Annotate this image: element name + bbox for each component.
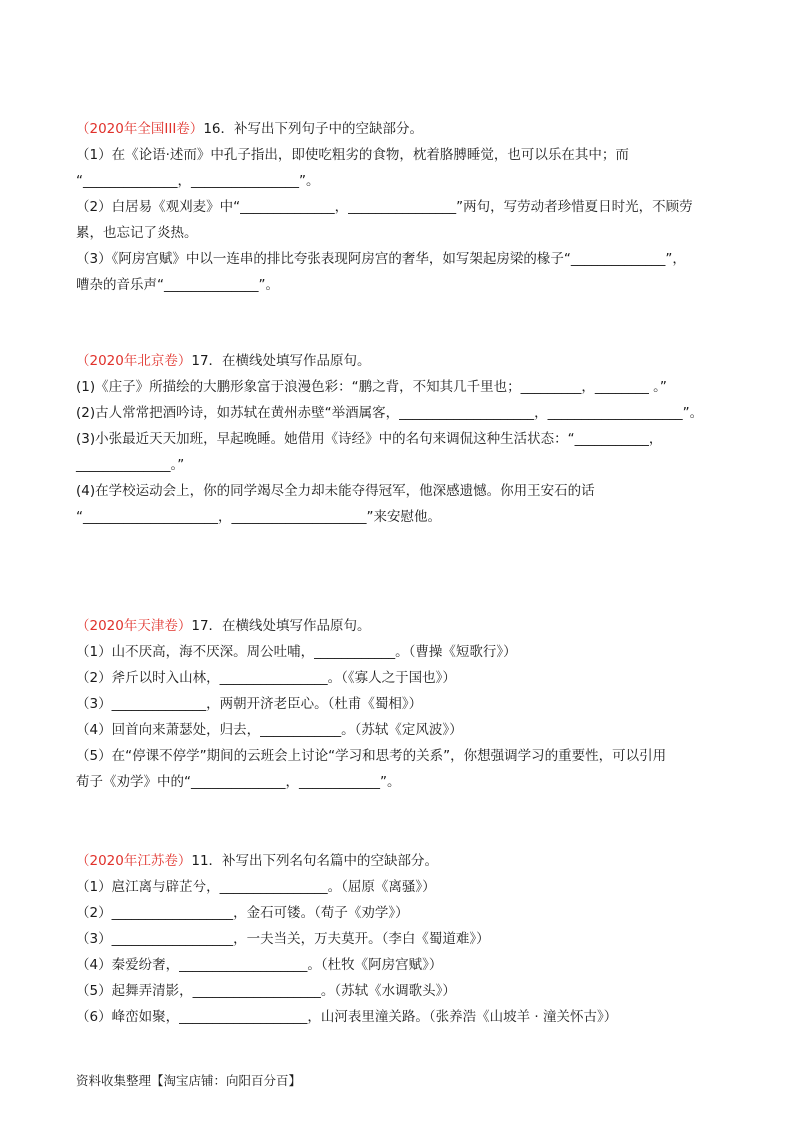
question-line: （5）在“停课不停学”期间的云班会上讨论“学习和思考的关系”，你想强调学习的重要性，可以引用	[76, 748, 667, 764]
question-line: ______________。”	[76, 457, 185, 473]
page-footer: 资料收集整理【淘宝店铺：向阳百分百】	[76, 1073, 302, 1088]
question-header	[76, 116, 726, 142]
question-line: （1）在《论语·述而》中孔子指出，即使吃粗劣的食物，枕着胳膊睡觉，也可以乐在其中；而	[76, 147, 629, 163]
question-line: （2）__________________，金石可镂。（荀子《劝学》）	[76, 905, 409, 921]
question-line: 累，也忘记了炎热。	[76, 225, 198, 241]
question-header	[76, 848, 726, 874]
question-line: (3)小张最近天天加班，早起晚睡。她借用《诗经》中的名句来调侃这种生活状态：“___________，	[76, 431, 663, 447]
question-line: （3）__________________，一夫当关，万夫莫开。（李白《蜀道难》）	[76, 931, 490, 947]
question-section-beijing	[76, 348, 726, 530]
question-title: 11．补写出下列名句名篇中的空缺部分。	[191, 853, 439, 869]
question-section-tianjin	[76, 613, 726, 795]
question-line: （3）《阿房宫赋》中以一连串的排比夸张表现阿房宫的奢华，如写架起房梁的椽子“______________”，	[76, 251, 686, 267]
question-line: （5）起舞弄清影，___________________。（苏轼《水调歌头》）	[76, 983, 456, 999]
question-line: “____________________，____________________”来安慰他。	[76, 509, 441, 525]
question-source: （2020年全国III卷）	[76, 121, 204, 137]
question-line: （6）峰峦如聚，___________________，山河表里潼关路。（张养浩《山坡羊 · 潼关怀古》）	[76, 1009, 618, 1025]
question-line: （2）白居易《观刈麦》中“______________，________________”两句，写劳动者珍惜夏日时光，不顾劳	[76, 199, 693, 215]
question-line: （1）扈江离与辟芷兮，________________。（屈原《离骚》）	[76, 879, 436, 895]
question-line: “______________，________________”。	[76, 173, 320, 189]
question-header	[76, 613, 726, 639]
question-line: （3）______________，两朝开济老臣心。（杜甫《蜀相》）	[76, 696, 423, 712]
question-line: (2)古人常常把酒吟诗，如苏轼在黄州赤壁“举酒属客，____________________，____________________”。	[76, 405, 704, 421]
question-source: （2020年江苏卷）	[76, 853, 192, 869]
question-header	[76, 348, 726, 374]
question-line: 嘈杂的音乐声“______________”。	[76, 277, 279, 293]
question-line: (1)《庄子》所描绘的大鹏形象富于浪漫色彩：“鹏之背，不知其几千里也；_________，________ 。”	[76, 379, 667, 395]
question-line: （4）回首向来萧瑟处，归去，____________。（苏轼《定风波》）	[76, 722, 463, 738]
question-line: (4)在学校运动会上，你的同学竭尽全力却未能夺得冠军，他深感遗憾。你用王安石的话	[76, 483, 595, 499]
question-title: 17．在横线处填写作品原句。	[191, 353, 371, 369]
question-line: （1）山不厌高，海不厌深。周公吐哺，____________。（曹操《短歌行》）	[76, 644, 517, 660]
question-title: 17．在横线处填写作品原句。	[191, 618, 371, 634]
question-line: 荀子《劝学》中的“______________，____________”。	[76, 774, 401, 790]
question-line: （4）秦爱纷奢，___________________。（杜牧《阿房宫赋》）	[76, 957, 443, 973]
question-section-national-iii	[76, 116, 726, 298]
question-source: （2020年天津卷）	[76, 618, 192, 634]
question-title: 16．补写出下列句子中的空缺部分。	[203, 121, 423, 137]
question-line: （2）斧斤以时入山林，________________。（《寡人之于国也》）	[76, 670, 456, 686]
question-section-jiangsu	[76, 848, 726, 1030]
question-source: （2020年北京卷）	[76, 353, 192, 369]
